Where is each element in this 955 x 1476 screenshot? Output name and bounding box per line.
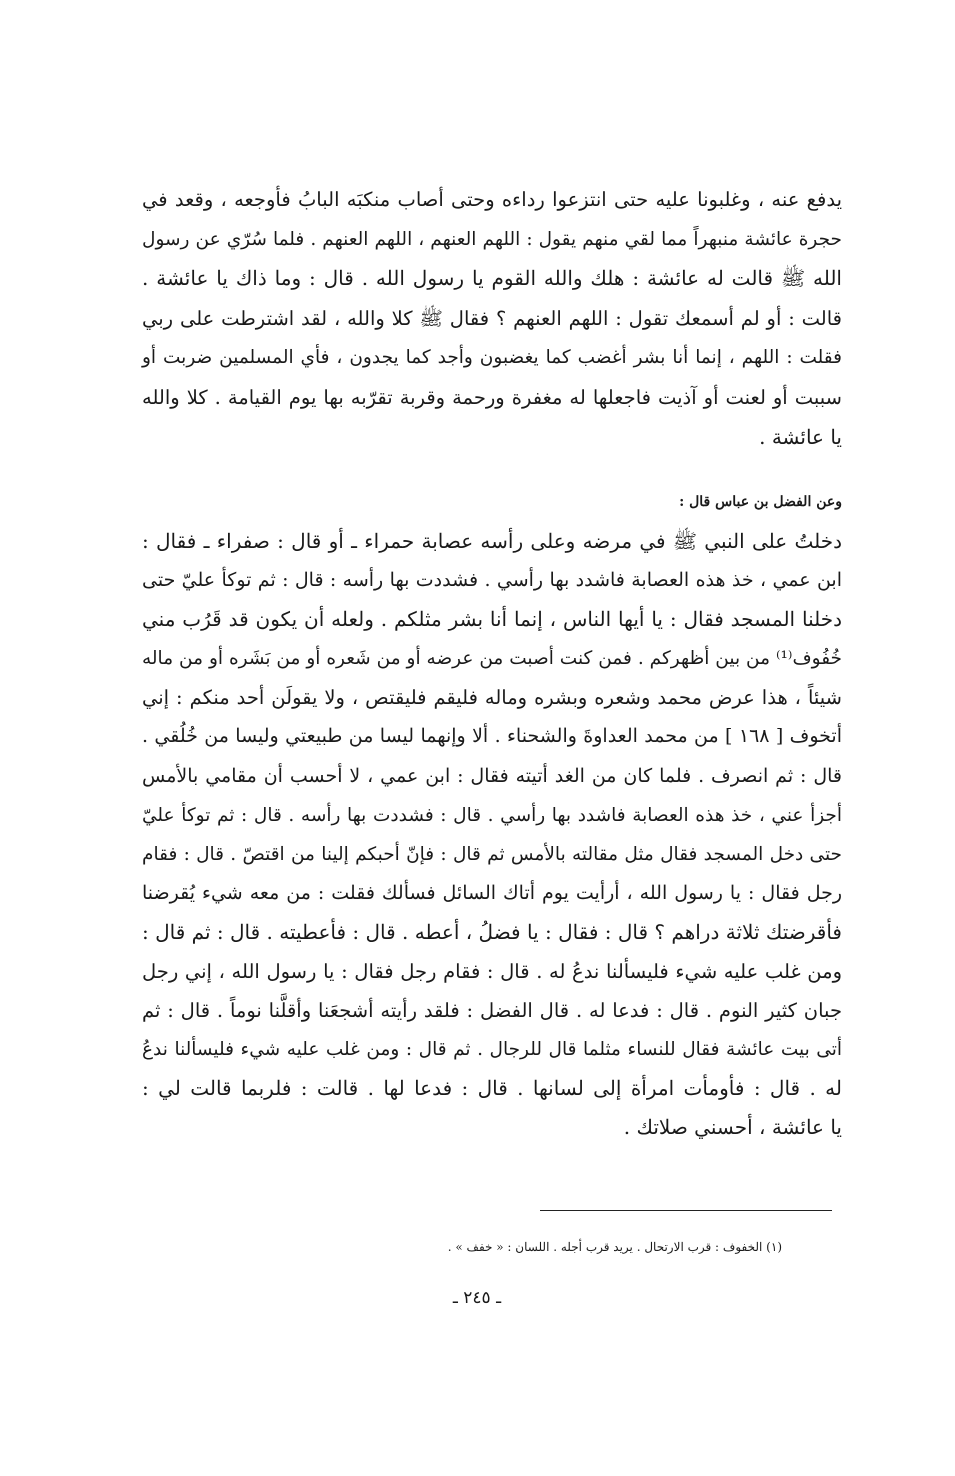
text-line: فأقرضتك ثلاثة دراهم ؟ قال : فقال : يا فضلُ ، أعطه . قال : فأعطيته . قال : ثم قال : <box>142 919 842 944</box>
subheading: وعن الفضل بن عباس قال : <box>679 494 842 510</box>
footnote-divider <box>540 1210 832 1211</box>
text-line: يدفع عنه ، وغلبونا عليه حتى انتزعوا رداءه وحتى أصاب منكبَه البابُ فأوجعه ، وقعد في <box>142 188 842 211</box>
text-line: أتى بيت عائشة فقال للنساء مثلما قال للرجال . ثم قال : ومن غلب عليه شيء فليسألنا ندعُ <box>142 1039 842 1061</box>
text-line: قالت : أو لم أسمعك تقول : اللهم العنهم ؟ فقال ﷺ كلا والله ، لقد اشترطت على ربي <box>142 306 842 330</box>
text-line: جبان كثير النوم . قال : فدعا له . قال الفضل : فلقد رأيته أشجعَنا وأقلَّنا نوماً . قال : ثم <box>142 999 842 1023</box>
text-line: دخلتُ على النبي ﷺ في مرضه وعلى رأسه عصابة حمراء ـ أو قال : صفراء ـ فقال : <box>142 529 842 553</box>
text-line: ابن عمي ، خذ هذه العصابة فاشدد بها رأسي . فشددت بها رأسه : قال : ثم توكأ عليّ حتى <box>142 569 842 592</box>
text-line: قال : ثم انصرف . فلما كان من الغد أتيته فقال : ابن عمي ، لا أحسب أن مقامي بالأمس <box>142 764 842 787</box>
text-line: يا عائشة ، أحسني صلاتك . <box>623 1115 842 1140</box>
text-line: الله ﷺ قالت له عائشة : هلك والله القوم يا رسول الله . قال : وما ذاك يا عائشة . <box>142 266 842 291</box>
paragraph-1 <box>142 180 842 457</box>
text-line: أتخوف [ ١٦٨ ] من محمد العداوةَ والشحناء . ألا وإنهما ليسا من طبيعتي وليسا من خُلُقي . <box>142 725 842 748</box>
text-line: شيئاً ، هذا عرض محمد وشعره وبشره وماله فليقم فليقتص ، ولا يقولَن أحد منكم : إني <box>142 686 842 710</box>
text-line: أجزأ عني ، خذ هذه العصابة فاشدد بها رأسي . قال : فشددت بها رأسه . قال : ثم توكأ عليّ <box>142 804 842 826</box>
text-line: حتى دخل المسجد فقال مثل مقالته بالأمس ثم قال : فإنّ أحبكم إلينا من اقتصّ . قال : فقام <box>142 843 842 865</box>
text-line: حجرة عائشة منبهراً مما لقي منهم يقول : اللهم العنهم ، اللهم العنهم . فلما سُرّي عن رسول <box>142 228 842 250</box>
page-number: ـ ٢٤٥ ـ <box>452 1288 502 1308</box>
text-line: رجل فقال : يا رسول الله ، أرأيت يوم أتاك السائل فسألك فقلت : من معه شيء يُقرضنا <box>142 881 842 904</box>
text-line: سببت أو لعنت أو آذيت فاجعلها له مغفرة ورحمة وقربة تقرّبه بها يوم القيامة . كلا والله <box>142 385 842 409</box>
paragraph-2 <box>142 522 842 1148</box>
text-line: ومن غلب عليه شيء فليسألنا ندعُ له . قال : فقام رجل فقال : يا رسول الله ، إني رجل <box>142 960 842 984</box>
text-line: فقلت : اللهم ، إنما أنا بشر أغضب كما يغضبون وأجد كما يجدون ، فأي المسلمين ضربت أو <box>142 347 842 369</box>
text-line: له . قال : فأومأت امرأة إلى لسانها . قال : فدعا لها . قالت : فلربما قالت لي : <box>142 1076 842 1101</box>
text-line: دخلنا المسجد فقال : يا أيها الناس ، إنما أنا بشر مثلكم . ولعله أن يكون قد قَرُب مني <box>142 607 842 632</box>
text-line: يا عائشة . <box>759 424 842 449</box>
text-line: خُفُوف⁽¹⁾ من بين أظهركم . فمن كنت أصبت من عرضه أو من شَعره أو من بَشَره أو من ماله <box>142 648 842 670</box>
footnote: (١) الخفوف : قرب الارتحال . يريد قرب أجله . اللسان : « خفف » . <box>447 1240 782 1254</box>
